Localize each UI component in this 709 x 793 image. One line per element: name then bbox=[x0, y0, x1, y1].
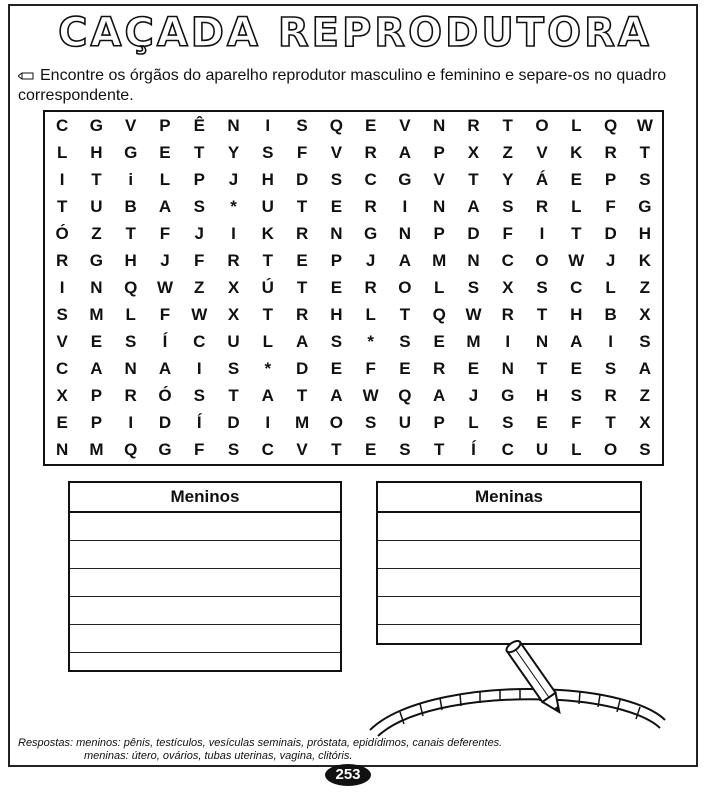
grid-letter: F bbox=[571, 413, 582, 433]
grid-letter: Í bbox=[162, 332, 168, 352]
grid-letter: M bbox=[294, 413, 310, 433]
grid-letter: S bbox=[604, 359, 617, 379]
grid-letter: M bbox=[432, 250, 447, 270]
answers bbox=[18, 737, 502, 763]
grid-letter: F bbox=[194, 440, 205, 460]
grid-letter: T bbox=[536, 305, 548, 325]
grid-letter: U bbox=[227, 332, 240, 352]
grid-letter: S bbox=[193, 196, 205, 216]
grid-letter: P bbox=[433, 142, 445, 162]
grid-letter: T bbox=[331, 440, 342, 460]
grid-letter: S bbox=[296, 115, 308, 135]
grid-letter: V bbox=[399, 115, 411, 135]
grid-letter: T bbox=[262, 250, 273, 270]
grid-letter: A bbox=[261, 386, 274, 406]
grid-letter: A bbox=[467, 196, 480, 216]
grid-letter: O bbox=[535, 250, 549, 270]
grid-letter: R bbox=[227, 250, 240, 270]
page-title: CAÇADA REPRODUTORA bbox=[58, 10, 652, 56]
grid-letter: P bbox=[330, 250, 343, 270]
grid-letter: E bbox=[330, 277, 343, 297]
grid-letter: Q bbox=[124, 277, 138, 297]
grid-letter: A bbox=[570, 332, 583, 352]
grid-letter: C bbox=[193, 332, 206, 352]
grid-letter: U bbox=[261, 196, 274, 216]
grid-letter: I bbox=[402, 196, 408, 216]
grid-letter: E bbox=[330, 196, 343, 216]
grid-letter: O bbox=[329, 413, 343, 433]
grid-letter: F bbox=[502, 223, 513, 243]
grid-letter: i bbox=[128, 169, 134, 189]
grid-letter: F bbox=[365, 359, 376, 379]
grid-letter: L bbox=[125, 305, 136, 325]
grid-letter: L bbox=[433, 277, 445, 297]
grid-letter: D bbox=[604, 223, 617, 243]
grid-letter: T bbox=[433, 440, 445, 460]
grid-letter: A bbox=[295, 332, 309, 352]
grid-letter: U bbox=[398, 413, 412, 433]
grid-letter: H bbox=[535, 386, 549, 406]
grid-letter: Q bbox=[432, 305, 446, 325]
grid-letter: M bbox=[466, 332, 481, 352]
grid-letter: N bbox=[124, 359, 137, 379]
grid-letter: * bbox=[264, 359, 272, 379]
grid-letter: P bbox=[433, 413, 445, 433]
grid-letter: I bbox=[265, 115, 271, 135]
grid-letter: L bbox=[56, 142, 68, 162]
grid-letter: Í bbox=[196, 413, 202, 433]
grid-letter: I bbox=[265, 413, 271, 433]
grid-letter: S bbox=[570, 386, 582, 406]
grid-letter: F bbox=[159, 305, 171, 325]
grid-letter: E bbox=[364, 115, 377, 135]
grid-letter: I bbox=[608, 332, 613, 352]
grid-letter: P bbox=[433, 223, 445, 243]
grid-letter: R bbox=[55, 250, 69, 270]
pencil-icon bbox=[18, 72, 34, 80]
grid-letter: A bbox=[398, 250, 412, 270]
grid-letter: I bbox=[59, 277, 65, 297]
grid-letter: N bbox=[55, 440, 69, 460]
grid-letter: S bbox=[399, 440, 411, 460]
answer-line[interactable] bbox=[70, 653, 340, 680]
answer-line[interactable] bbox=[378, 513, 640, 541]
grid-letter: E bbox=[536, 413, 548, 433]
page-number: 253 bbox=[325, 764, 371, 786]
grid-letter: Z bbox=[502, 142, 513, 162]
grid-letter: E bbox=[364, 440, 377, 460]
grid-letter: W bbox=[465, 305, 482, 325]
grid-letter: R bbox=[124, 386, 137, 406]
grid-letter: H bbox=[330, 305, 343, 325]
grid-letter: D bbox=[295, 169, 309, 189]
grid-letter: N bbox=[433, 115, 446, 135]
grid-letter: S bbox=[56, 305, 68, 325]
boys-box bbox=[68, 481, 342, 672]
grid-letter: Q bbox=[603, 115, 618, 135]
grid-letter: H bbox=[638, 223, 651, 243]
grid-letter: E bbox=[570, 169, 582, 189]
grid-letter: X bbox=[639, 305, 651, 325]
grid-letter: S bbox=[639, 332, 651, 352]
grid-letter: Í bbox=[471, 440, 476, 460]
grid-letter: P bbox=[159, 115, 171, 135]
grid-letter: R bbox=[501, 305, 514, 325]
grid-letter: H bbox=[124, 250, 137, 270]
grid-letter: K bbox=[638, 250, 651, 270]
grid-letter: W bbox=[362, 386, 379, 406]
grid-letter: O bbox=[603, 440, 618, 460]
grid-letter: I bbox=[196, 359, 202, 379]
grid-letter: K bbox=[261, 223, 274, 243]
grid-letter: S bbox=[125, 332, 137, 352]
grid-letter: T bbox=[56, 196, 68, 216]
grid-letter: R bbox=[295, 223, 309, 243]
grid-letter: L bbox=[159, 169, 171, 189]
grid-letter: A bbox=[158, 196, 172, 216]
grid-letter: P bbox=[90, 386, 103, 406]
grid-letter: I bbox=[128, 413, 134, 433]
grid-letter: L bbox=[468, 413, 479, 433]
pencil-drawing-icon bbox=[360, 640, 670, 740]
grid-letter: Y bbox=[502, 169, 514, 189]
grid-letter: T bbox=[502, 115, 513, 135]
grid-letter: T bbox=[639, 142, 651, 162]
grid-letter: S bbox=[639, 169, 651, 189]
grid-letter: L bbox=[262, 332, 273, 352]
answer-line[interactable] bbox=[70, 541, 340, 569]
grid-letter: S bbox=[502, 413, 514, 433]
answer-line[interactable] bbox=[70, 569, 340, 597]
grid-letter: E bbox=[56, 413, 68, 433]
grid-letter: V bbox=[433, 169, 445, 189]
grid-letter: N bbox=[398, 223, 412, 243]
grid-letter: S bbox=[227, 359, 240, 379]
grid-letter: Z bbox=[91, 223, 102, 243]
grid-letter: G bbox=[638, 196, 652, 216]
grid-letter: T bbox=[194, 142, 205, 162]
grid-letter: W bbox=[636, 115, 653, 135]
grid-letter: C bbox=[501, 250, 514, 270]
girls-box bbox=[376, 481, 642, 645]
grid-letter: N bbox=[90, 277, 103, 297]
grid-letter: V bbox=[330, 142, 343, 162]
grid-letter: U bbox=[535, 440, 549, 460]
grid-letter: I bbox=[59, 169, 65, 189]
grid-letter: R bbox=[364, 196, 377, 216]
grid-letter: E bbox=[467, 359, 480, 379]
grid-letter: X bbox=[467, 142, 480, 162]
grid-letter: E bbox=[570, 359, 582, 379]
answer-line[interactable] bbox=[70, 625, 340, 653]
grid-letter: R bbox=[535, 196, 549, 216]
grid-letter: S bbox=[193, 386, 205, 406]
grid-letter: W bbox=[568, 250, 585, 270]
grid-letter: Y bbox=[227, 142, 240, 162]
grid-letter: Z bbox=[639, 277, 651, 297]
answer-line[interactable] bbox=[378, 541, 640, 569]
grid-letter: H bbox=[261, 169, 274, 189]
grid-letter: S bbox=[227, 440, 240, 460]
grid-letter: B bbox=[124, 196, 137, 216]
grid-letter: Ú bbox=[261, 277, 274, 297]
instruction bbox=[18, 66, 698, 106]
grid-letter: M bbox=[89, 305, 104, 325]
grid-letter: S bbox=[364, 413, 377, 433]
grid-letter: N bbox=[467, 250, 480, 270]
grid-letter: D bbox=[227, 413, 240, 433]
grid-letter: G bbox=[89, 115, 104, 135]
grid-letter: R bbox=[364, 142, 377, 162]
grid-letter: J bbox=[365, 250, 376, 270]
grid-letter: R bbox=[295, 305, 309, 325]
grid-letter: U bbox=[90, 196, 103, 216]
grid-letter: T bbox=[468, 169, 479, 189]
word-search-grid bbox=[43, 110, 664, 466]
answer-line[interactable] bbox=[70, 513, 340, 541]
grid-letter: T bbox=[125, 223, 136, 243]
grid-letter: S bbox=[262, 142, 274, 162]
grid-letter: W bbox=[191, 305, 208, 325]
grid-letter: T bbox=[571, 223, 582, 243]
grid-letter: E bbox=[90, 332, 103, 352]
grid-letter: D bbox=[467, 223, 480, 243]
grid-letter: Z bbox=[194, 277, 205, 297]
grid-letter: G bbox=[398, 169, 412, 189]
grid-letter: C bbox=[55, 359, 69, 379]
grid-letter: T bbox=[296, 196, 308, 216]
answer-line[interactable] bbox=[378, 569, 640, 597]
grid-letter: X bbox=[227, 305, 240, 325]
grid-letter: M bbox=[89, 440, 104, 460]
grid-letter: Q bbox=[329, 115, 343, 135]
grid-letter: T bbox=[228, 386, 239, 406]
grid-letter: W bbox=[156, 277, 173, 297]
grid-letter: S bbox=[467, 277, 480, 297]
grid-letter: V bbox=[296, 440, 308, 460]
grid-letter: Q bbox=[398, 386, 412, 406]
grid-letter: Ó bbox=[158, 386, 172, 406]
grid-letter: A bbox=[158, 359, 172, 379]
grid-letter: T bbox=[536, 359, 548, 379]
grid-letter: P bbox=[193, 169, 205, 189]
grid-letter: C bbox=[55, 115, 69, 135]
grid-letter: J bbox=[160, 250, 170, 270]
grid-letter: G bbox=[501, 386, 515, 406]
grid-letter: H bbox=[570, 305, 583, 325]
grid-letter: N bbox=[433, 196, 446, 216]
grid-letter: S bbox=[330, 332, 343, 352]
grid-letter: O bbox=[535, 115, 549, 135]
grid-letter: X bbox=[502, 277, 514, 297]
grid-letter: R bbox=[433, 359, 446, 379]
grid-letter: F bbox=[605, 196, 616, 216]
grid-letter: A bbox=[398, 142, 412, 162]
grid-letter: I bbox=[539, 223, 545, 243]
grid-letter: S bbox=[502, 196, 514, 216]
grid-letter: P bbox=[90, 413, 103, 433]
grid-letter: K bbox=[570, 142, 583, 162]
grid-letter: L bbox=[605, 277, 616, 297]
grid-letter: L bbox=[571, 115, 582, 135]
grid-letter: R bbox=[364, 277, 377, 297]
grid-letter: E bbox=[330, 359, 343, 379]
grid-letter: T bbox=[296, 277, 308, 297]
grid-letter: F bbox=[159, 223, 171, 243]
grid-letter: T bbox=[296, 386, 308, 406]
grid-letter: A bbox=[638, 359, 651, 379]
grid-letter: O bbox=[398, 277, 412, 297]
grid-letter: E bbox=[159, 142, 171, 162]
grid-letter: N bbox=[501, 359, 514, 379]
grid-letter: V bbox=[125, 115, 137, 135]
girls-box-title: Meninas bbox=[378, 483, 640, 513]
grid-letter: H bbox=[90, 142, 103, 162]
grid-letter: T bbox=[262, 305, 273, 325]
grid-letter: Á bbox=[535, 169, 549, 189]
grid-letter: A bbox=[330, 386, 343, 406]
grid-letter: G bbox=[89, 250, 104, 270]
grid-letter: T bbox=[399, 305, 411, 325]
grid-letter: L bbox=[571, 196, 582, 216]
instruction-text: Encontre os órgãos do aparelho reprodutor masculino e feminino e separe-os no quadro correspondente. bbox=[18, 67, 667, 104]
grid-letter: X bbox=[639, 413, 651, 433]
grid-letter: I bbox=[505, 332, 511, 352]
answers-line-1: Respostas: meninos: pênis, testículos, vesículas seminais, próstata, epidídimos, canais deferentes. bbox=[18, 737, 503, 749]
grid-letter: J bbox=[468, 386, 479, 406]
grid-letter: C bbox=[261, 440, 274, 460]
grid-letter: E bbox=[296, 250, 308, 270]
grid-letter: C bbox=[570, 277, 583, 297]
answer-line[interactable] bbox=[70, 597, 340, 625]
grid-letter: S bbox=[639, 440, 651, 460]
grid-letter: B bbox=[604, 305, 617, 325]
grid-letter: E bbox=[399, 359, 411, 379]
grid-letter: Ê bbox=[193, 115, 205, 135]
grid-letter: S bbox=[399, 332, 411, 352]
grid-letter: J bbox=[194, 223, 204, 243]
boys-box-title: Meninos bbox=[70, 483, 340, 513]
grid-letter: * bbox=[230, 196, 237, 216]
grid-letter: V bbox=[536, 142, 548, 162]
grid-letter: P bbox=[604, 169, 617, 189]
grid-letter: N bbox=[227, 115, 240, 135]
grid-letter: Q bbox=[124, 440, 138, 460]
answer-line[interactable] bbox=[378, 597, 640, 625]
grid-letter: S bbox=[330, 169, 343, 189]
grid-letter: C bbox=[501, 440, 514, 460]
grid-letter: X bbox=[56, 386, 68, 406]
grid-letter: D bbox=[295, 359, 309, 379]
grid-letter: T bbox=[605, 413, 616, 433]
grid-letter: L bbox=[365, 305, 376, 325]
grid-letter: Ó bbox=[55, 223, 69, 243]
grid-letter: G bbox=[364, 223, 378, 243]
grid-letter: E bbox=[433, 332, 445, 352]
grid-letter: I bbox=[231, 223, 236, 243]
grid-letter: G bbox=[124, 142, 138, 162]
grid-letter: L bbox=[571, 440, 582, 460]
grid-letter: N bbox=[330, 223, 343, 243]
grid-letter: S bbox=[536, 277, 548, 297]
grid-letter: J bbox=[228, 169, 239, 189]
grid-letter: X bbox=[227, 277, 240, 297]
grid-letter: A bbox=[90, 359, 103, 379]
grid-letter: J bbox=[605, 250, 616, 270]
grid-letter: R bbox=[604, 386, 617, 406]
grid-letter: N bbox=[535, 332, 549, 352]
grid-letter: * bbox=[367, 332, 374, 352]
grid-letter: V bbox=[56, 332, 68, 352]
answers-line-2: meninas: útero, ovários, tubas uterinas, vagina, clitóris. bbox=[84, 750, 353, 762]
grid-letter: T bbox=[91, 169, 102, 189]
grid-letter: R bbox=[604, 142, 617, 162]
grid-letter: F bbox=[194, 250, 205, 270]
grid-letter: Z bbox=[639, 386, 651, 406]
grid-letter: G bbox=[158, 440, 172, 460]
grid-letter: C bbox=[364, 169, 377, 189]
grid-letter: F bbox=[296, 142, 308, 162]
grid-letter: A bbox=[433, 386, 446, 406]
grid-letter: R bbox=[467, 115, 480, 135]
grid-letter: D bbox=[158, 413, 172, 433]
